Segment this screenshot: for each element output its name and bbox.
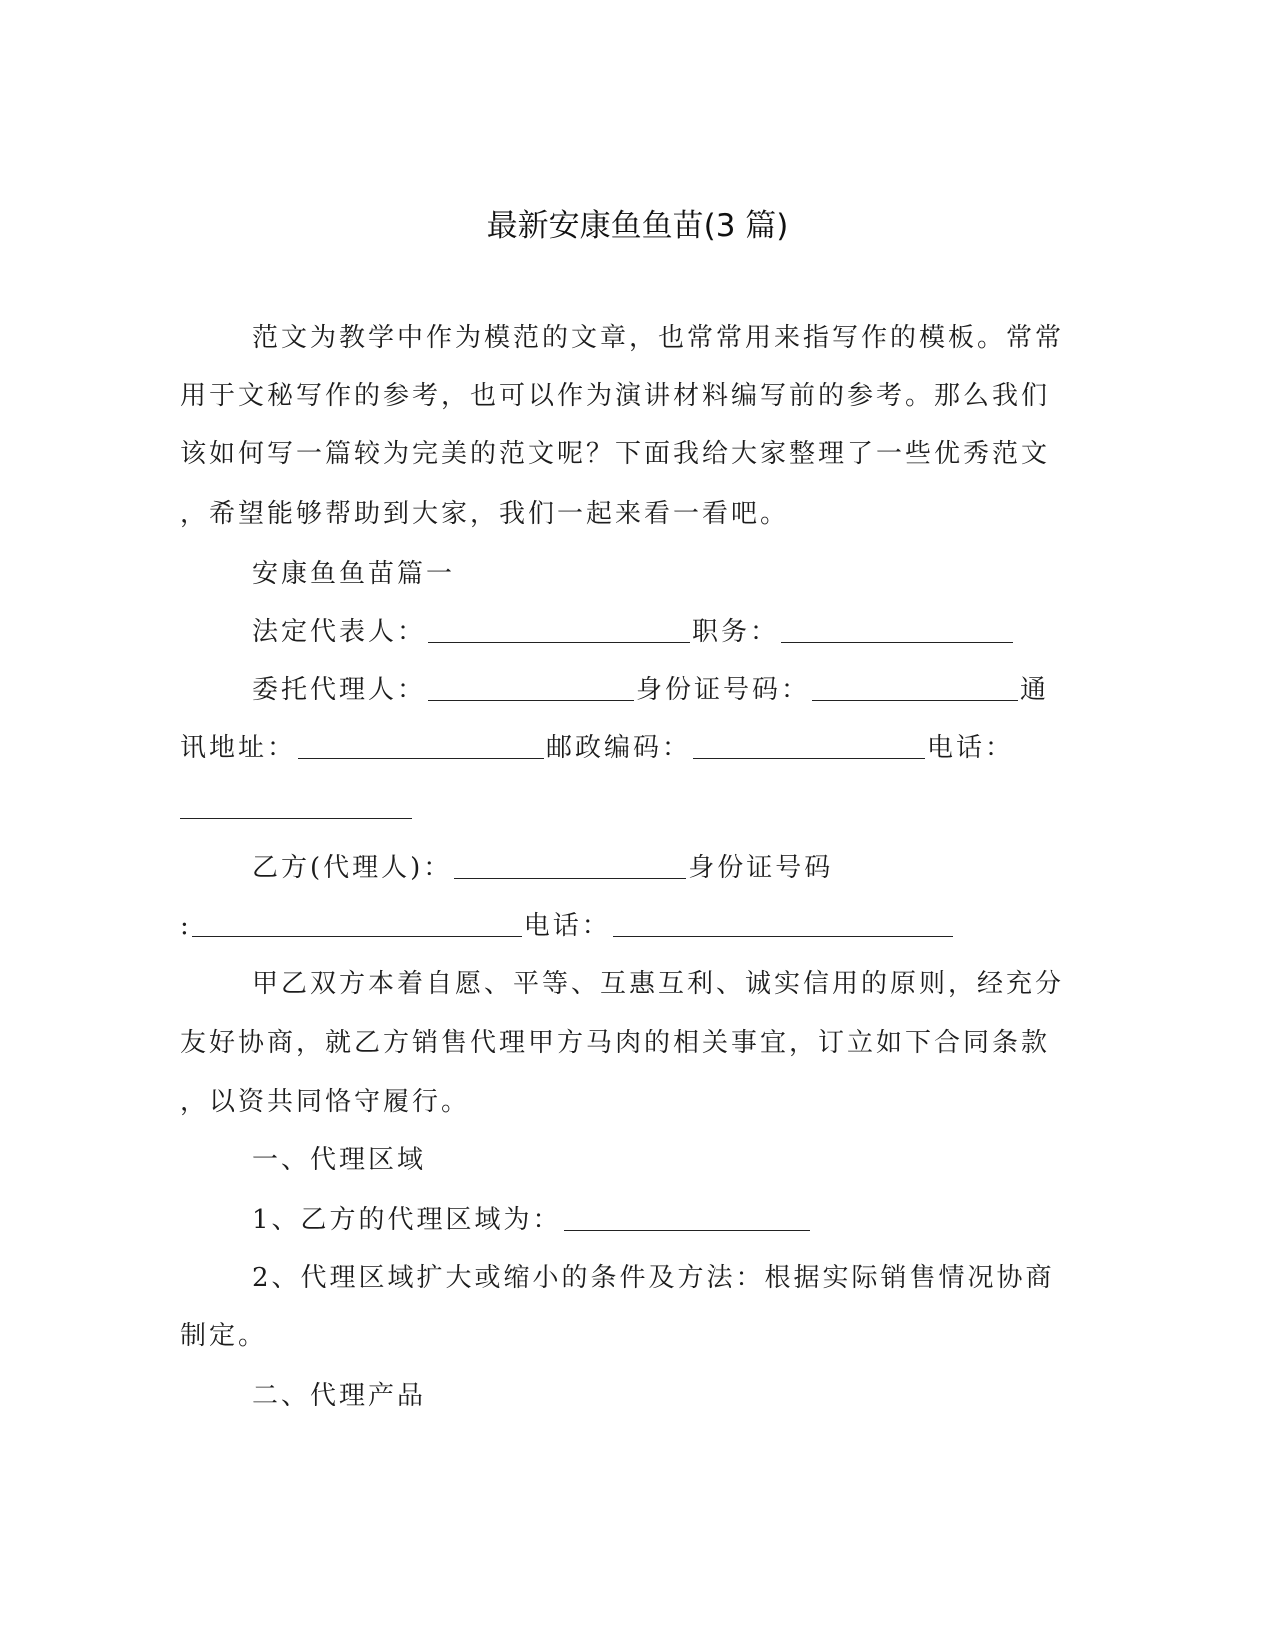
phone-label: 电话： xyxy=(927,733,1015,763)
body-line-2: 友好协商，就乙方销售代理甲方马肉的相关事宜，订立如下合同条款 xyxy=(180,1028,1051,1058)
colon: : xyxy=(180,911,192,941)
phone-blank[interactable] xyxy=(180,792,412,819)
legal-rep-row xyxy=(252,614,1015,650)
clause-1-item-2-line-2: 制定。 xyxy=(180,1321,268,1351)
phone-blank-row xyxy=(180,790,414,826)
body-line-3: ，以资共同恪守履行。 xyxy=(180,1087,471,1117)
clause-1-item-1 xyxy=(252,1202,812,1238)
agent-row xyxy=(252,672,1049,708)
party-b-id-row xyxy=(180,908,955,944)
address-label: 讯地址： xyxy=(180,733,297,763)
id-label: 身份证号码： xyxy=(636,675,811,705)
party-b-id-label: 身份证号码 xyxy=(688,853,834,883)
intro-line-3: 该如何写一篇较为完美的范文呢？下面我给大家整理了一些优秀范文 xyxy=(180,439,1051,469)
address-blank[interactable] xyxy=(298,732,544,759)
clause-1-item-2-line-1: 2、代理区域扩大或缩小的条件及方法：根据实际销售情况协商 xyxy=(252,1263,1055,1293)
position-blank[interactable] xyxy=(781,616,1013,643)
clause-1-item-1-label: 1、乙方的代理区域为： xyxy=(252,1205,562,1235)
address-row xyxy=(180,730,1014,766)
region-blank[interactable] xyxy=(564,1204,810,1231)
postcode-blank[interactable] xyxy=(693,732,925,759)
party-b-id-blank[interactable] xyxy=(192,910,522,937)
party-b-row xyxy=(252,850,833,886)
agent-blank[interactable] xyxy=(428,674,634,701)
party-b-label: 乙方(代理人)： xyxy=(252,853,453,883)
party-b-phone-blank[interactable] xyxy=(613,910,953,937)
address-prefix: 通 xyxy=(1020,675,1050,705)
intro-line-1: 范文为教学中作为模范的文章，也常常用来指写作的模板。常常 xyxy=(252,323,1065,353)
legal-rep-label: 法定代表人： xyxy=(252,617,427,647)
clause-1-heading: 一、代理区域 xyxy=(252,1145,427,1175)
section-heading: 安康鱼鱼苗篇一 xyxy=(252,559,456,589)
party-b-blank[interactable] xyxy=(454,852,686,879)
intro-line-4: ，希望能够帮助到大家，我们一起来看一看吧。 xyxy=(180,499,790,529)
body-line-1: 甲乙双方本着自愿、平等、互惠互利、诚实信用的原则，经充分 xyxy=(252,969,1065,999)
intro-line-2: 用于文秘写作的参考，也可以作为演讲材料编写前的参考。那么我们 xyxy=(180,381,1051,411)
id-blank[interactable] xyxy=(812,674,1018,701)
clause-2-heading: 二、代理产品 xyxy=(252,1381,427,1411)
position-label: 职务： xyxy=(692,617,780,647)
postcode-label: 邮政编码： xyxy=(546,733,692,763)
party-b-phone-label: 电话： xyxy=(523,911,611,941)
document-title: 最新安康鱼鱼苗(3 篇) xyxy=(486,208,789,244)
agent-label: 委托代理人： xyxy=(252,675,427,705)
legal-rep-blank[interactable] xyxy=(428,616,690,643)
